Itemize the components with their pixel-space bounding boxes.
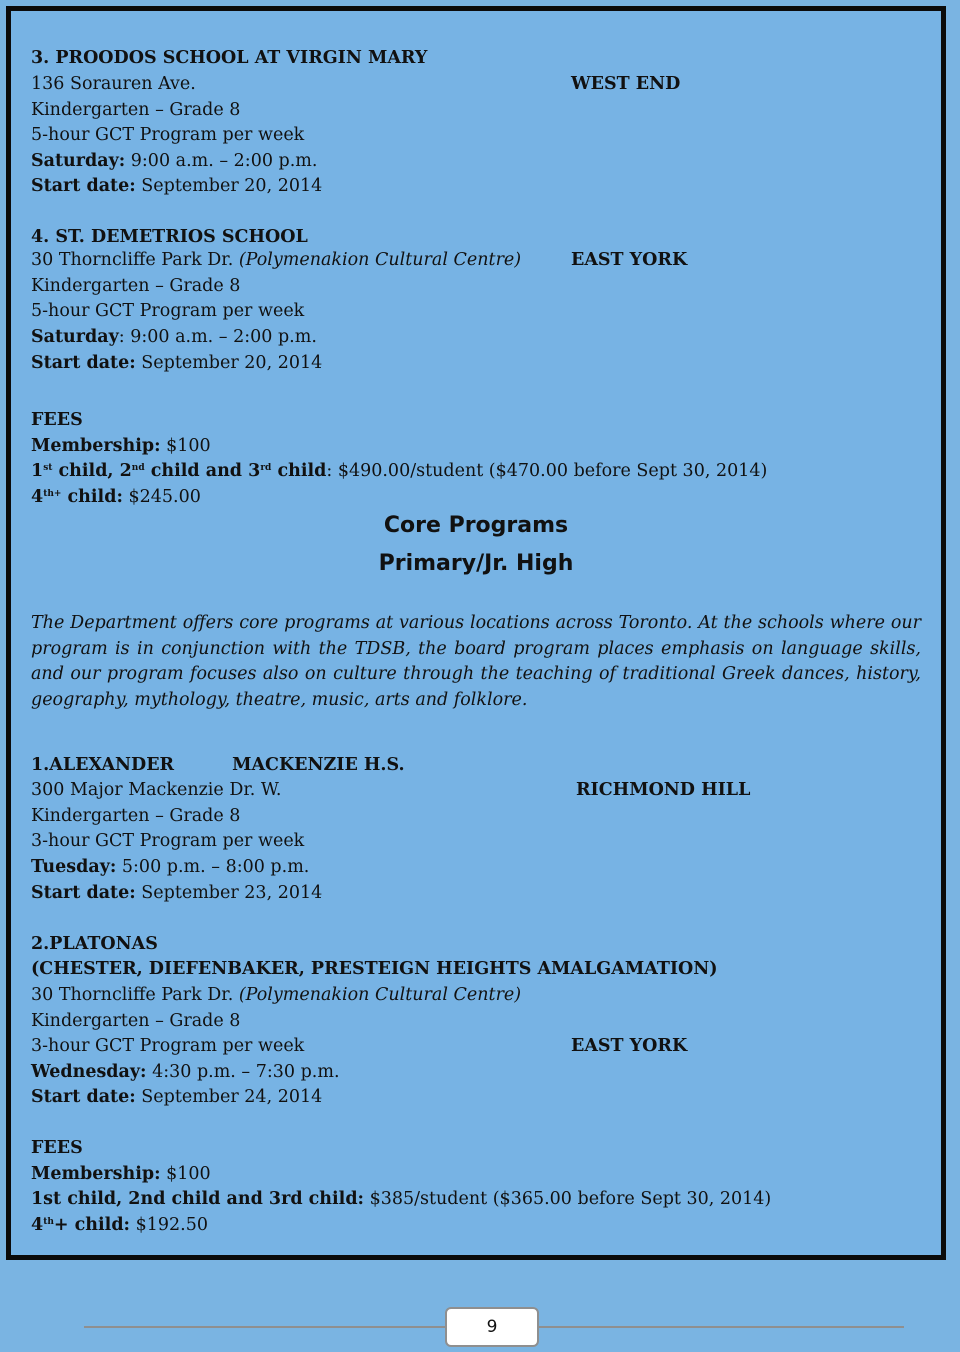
- fees1-children-t2: child and 3: [144, 461, 261, 481]
- core-school1-grades: Kindergarten – Grade 8: [31, 806, 241, 826]
- fees2-fourth-n: 4: [31, 1215, 44, 1235]
- core-school1-start: [31, 882, 322, 904]
- core-school1-start-value: September 23, 2014: [135, 883, 323, 903]
- fees1-children-t3: child: [271, 461, 327, 481]
- fees1-membership-label: Membership:: [31, 436, 161, 456]
- core-school1-start-label: Start date:: [31, 883, 136, 903]
- fees1-fourth-s: th+: [43, 489, 62, 499]
- school4-day-time: : 9:00 a.m. – 2:00 p.m.: [118, 327, 317, 347]
- fees1-children-n1: 1: [31, 461, 44, 481]
- fees2-membership: [31, 1163, 211, 1185]
- school3-start: [31, 175, 322, 197]
- fees1-children-s2: nd: [131, 463, 145, 473]
- core-school2-address-street: 30 Thorncliffe Park Dr.: [31, 985, 234, 1005]
- school4-title: 4. ST. DEMETRIOS SCHOOL: [31, 227, 308, 247]
- fees1-fourth: [31, 486, 201, 508]
- core-subheading: Primary/Jr. High: [378, 551, 574, 576]
- fees2-fourth-label: + child:: [53, 1215, 131, 1235]
- core-school1-title-a: 1.ALEXANDER: [31, 755, 175, 775]
- fees2-membership-label: Membership:: [31, 1164, 161, 1184]
- core-school1-address: 300 Major Mackenzie Dr. W.: [31, 780, 282, 800]
- school4-day-label: Saturday: [31, 327, 119, 347]
- school4-region: EAST YORK: [571, 250, 688, 270]
- school4-grades: Kindergarten – Grade 8: [31, 276, 241, 296]
- core-school1-title-b: MACKENZIE H.S.: [232, 755, 405, 775]
- core-school1-program: 3-hour GCT Program per week: [31, 831, 305, 851]
- fees2-fourth-value: $192.50: [130, 1215, 208, 1235]
- fees1-membership: [31, 435, 211, 457]
- fees2-children: [31, 1188, 771, 1210]
- fees2-fourth-s: th: [43, 1217, 54, 1227]
- core-school2-grades: Kindergarten – Grade 8: [31, 1011, 241, 1031]
- core-school2-program: 3-hour GCT Program per week: [31, 1036, 305, 1056]
- core-school2-start-value: September 24, 2014: [135, 1087, 323, 1107]
- school3-title: 3. PROODOS SCHOOL AT VIRGIN MARY: [31, 48, 428, 68]
- fees2-membership-value: $100: [160, 1164, 211, 1184]
- core-school2-schedule: [31, 1061, 340, 1083]
- fees1-children-t1: child, 2: [52, 461, 132, 481]
- core-school1-title: [31, 754, 405, 776]
- school3-day-time: 9:00 a.m. – 2:00 p.m.: [125, 151, 318, 171]
- page-frame: [6, 6, 946, 1260]
- fees2-fourth: [31, 1214, 208, 1236]
- fees1-children-s1: st: [43, 463, 53, 473]
- core-school2-address-note: (Polymenakion Cultural Centre): [233, 985, 522, 1005]
- fees2-children-label: 1st child, 2nd child and 3rd child:: [31, 1189, 365, 1209]
- school3-schedule: [31, 150, 317, 172]
- core-school2-region: EAST YORK: [571, 1036, 688, 1056]
- core-school2-day-time: 4:30 p.m. – 7:30 p.m.: [146, 1062, 340, 1082]
- school4-start-label: Start date:: [31, 353, 136, 373]
- fees2-children-value: $385/student ($365.00 before Sept 30, 2014): [364, 1189, 772, 1209]
- core-school1-day-label: Tuesday:: [31, 857, 117, 877]
- school4-address: [31, 249, 521, 271]
- core-school1-schedule: [31, 856, 309, 878]
- fees2-heading: FEES: [31, 1138, 83, 1158]
- school4-start: [31, 352, 322, 374]
- core-school2-address: [31, 984, 521, 1006]
- school4-program: 5-hour GCT Program per week: [31, 301, 305, 321]
- fees1-fourth-n: 4: [31, 487, 44, 507]
- core-school2-day-label: Wednesday:: [31, 1062, 147, 1082]
- core-school2-start-label: Start date:: [31, 1087, 136, 1107]
- fees1-children: [31, 460, 767, 482]
- core-heading: Core Programs: [383, 513, 569, 538]
- core-school2-subtitle: (CHESTER, DIEFENBAKER, PRESTEIGN HEIGHTS AMALGAMATION): [31, 959, 718, 979]
- school3-address: 136 Sorauren Ave.: [31, 74, 196, 94]
- school4-address-note: (Polymenakion Cultural Centre): [233, 250, 522, 270]
- core-school1-day-time: 5:00 p.m. – 8:00 p.m.: [116, 857, 310, 877]
- school3-day-label: Saturday:: [31, 151, 126, 171]
- fees1-membership-value: $100: [160, 436, 211, 456]
- fees1-children-value: : $490.00/student ($470.00 before Sept 30, 2014): [326, 461, 768, 481]
- school3-region: WEST END: [571, 74, 681, 94]
- school3-program: 5-hour GCT Program per week: [31, 125, 305, 145]
- fees1-fourth-label: child:: [61, 487, 123, 507]
- fees1-children-s3: rd: [260, 463, 272, 473]
- core-school1-region: RICHMOND HILL: [576, 780, 751, 800]
- core-school2-title: 2.PLATONAS: [31, 934, 158, 954]
- page-number: 9: [445, 1307, 539, 1347]
- school3-start-label: Start date:: [31, 176, 136, 196]
- core-school2-start: [31, 1086, 322, 1108]
- school4-address-street: 30 Thorncliffe Park Dr.: [31, 250, 234, 270]
- core-paragraph: The Department offers core programs at various locations across Toronto. At the schools where our program is in conjunction with the TDSB, the board program places emphasis on language skills, and our program focuses also on culture through the teaching of traditional Greek dances, history, geography, mythology, theatre, music, arts and folklore.: [31, 613, 921, 711]
- school4-start-value: September 20, 2014: [135, 353, 323, 373]
- school3-start-value: September 20, 2014: [135, 176, 323, 196]
- fees1-heading: FEES: [31, 410, 83, 430]
- school4-schedule: [31, 326, 317, 348]
- school3-grades: Kindergarten – Grade 8: [31, 100, 241, 120]
- fees1-fourth-value: $245.00: [122, 487, 201, 507]
